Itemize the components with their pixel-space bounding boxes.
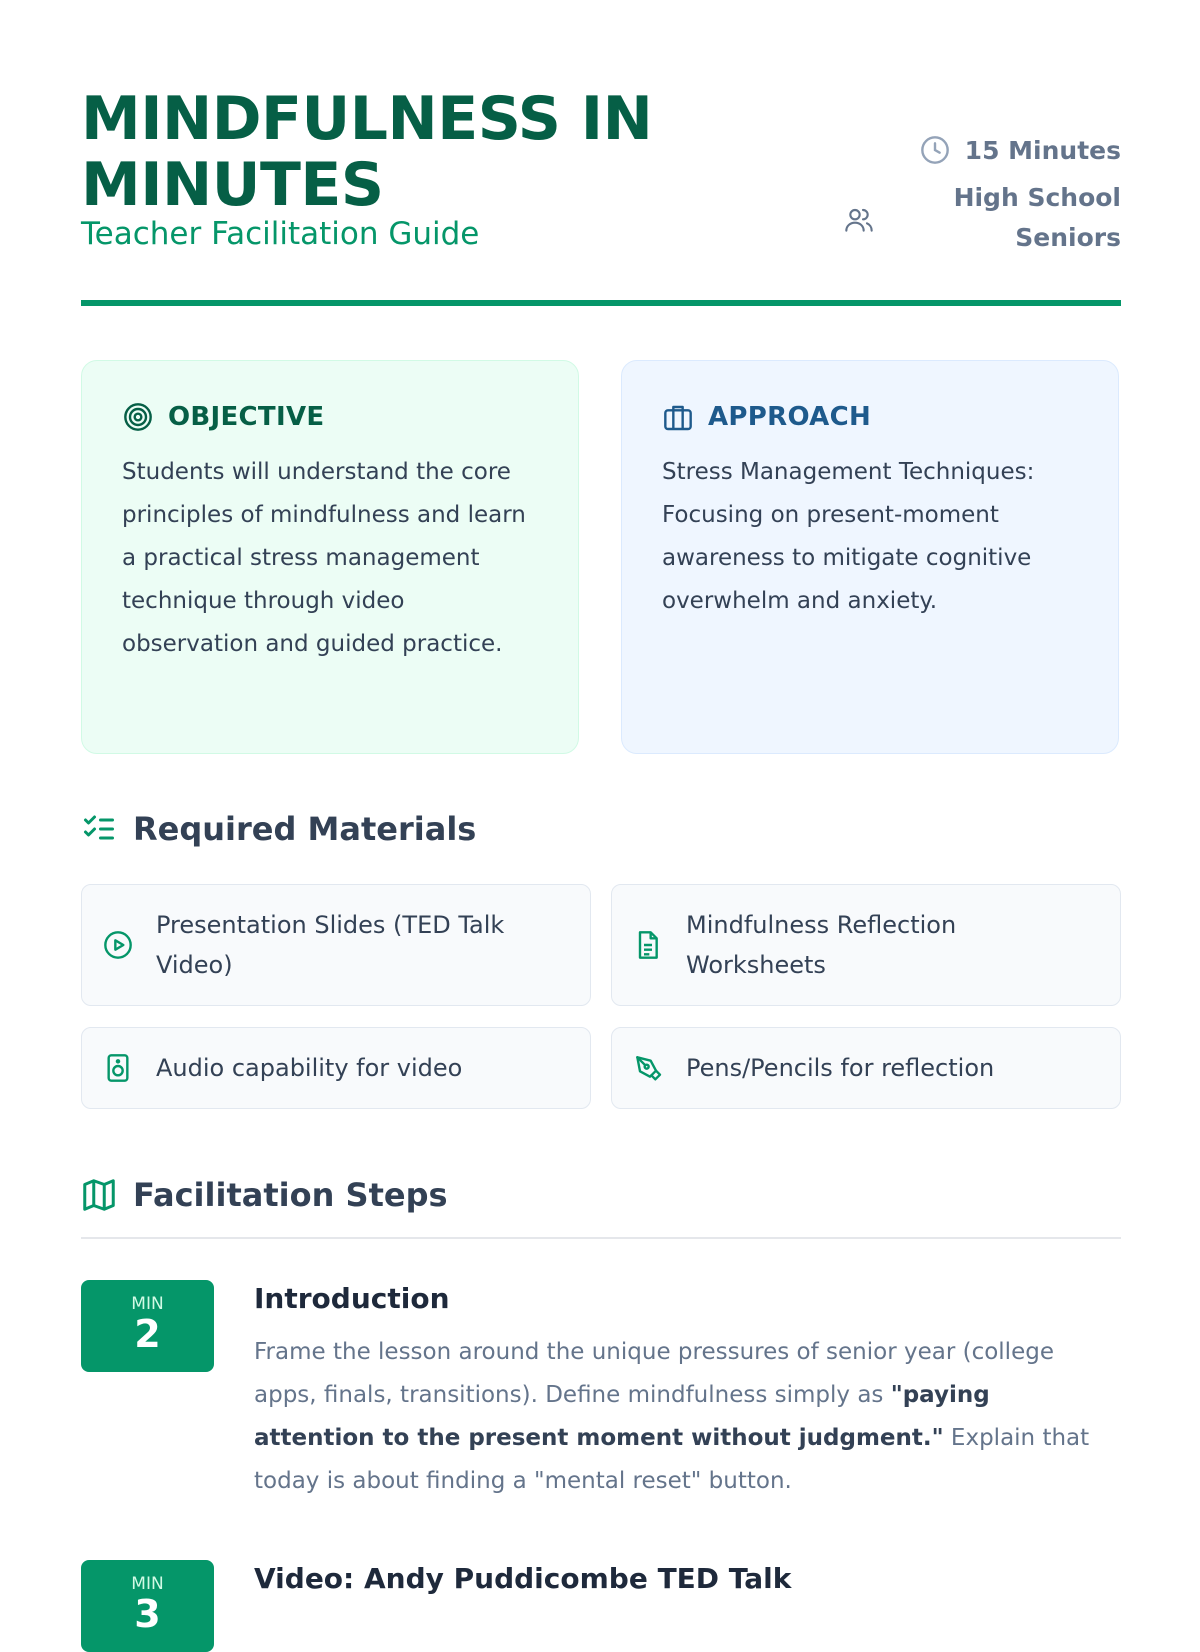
step-text-part: Explain that today is about finding a "mental reset" button. xyxy=(254,1425,1090,1494)
material-item xyxy=(81,1027,591,1109)
steps-heading: Facilitation Steps xyxy=(133,1176,448,1214)
pen-icon xyxy=(632,1052,664,1084)
badge-min-label: MIN xyxy=(131,1574,164,1594)
materials-heading: Required Materials xyxy=(133,810,477,848)
clock-icon xyxy=(919,134,951,166)
badge-minutes: 2 xyxy=(134,1312,161,1356)
users-icon xyxy=(843,204,875,236)
page-title: MINDFULNESS IN MINUTES xyxy=(81,84,653,220)
material-item xyxy=(611,1027,1121,1109)
materials-heading-row xyxy=(81,810,476,848)
steps-heading-row xyxy=(81,1176,448,1214)
step-text-emphasis: "paying attention to the present moment without judgment." xyxy=(254,1382,990,1451)
material-label: Pens/Pencils for reflection xyxy=(686,1054,995,1082)
step-text-part: Frame the lesson around the unique pressures of senior year (college apps, finals, transitions). Define mindfulness simply as xyxy=(254,1339,1054,1408)
page-subtitle: Teacher Facilitation Guide xyxy=(81,216,480,252)
step-description xyxy=(254,1331,1114,1503)
duration-meta xyxy=(919,134,1121,166)
target-icon xyxy=(122,401,154,433)
play-circle-icon xyxy=(102,929,134,961)
material-label: Presentation Slides (TED Talk Video) xyxy=(156,911,505,979)
approach-card xyxy=(621,360,1119,754)
header-divider xyxy=(81,300,1121,306)
material-item xyxy=(81,884,591,1006)
step-title: Video: Andy Puddicombe TED Talk xyxy=(254,1562,792,1595)
steps-divider xyxy=(81,1237,1121,1239)
step-time-badge xyxy=(81,1560,214,1652)
approach-heading: APPROACH xyxy=(708,402,872,432)
objective-text: Students will understand the core principles of mindfulness and learn a practical stress management technique through video observation and guided practice. xyxy=(122,459,526,657)
speaker-icon xyxy=(102,1052,134,1084)
checklist-icon xyxy=(81,811,117,847)
approach-heading-row xyxy=(662,401,1078,433)
step-title: Introduction xyxy=(254,1282,450,1315)
objective-heading: OBJECTIVE xyxy=(168,402,325,432)
badge-minutes: 3 xyxy=(134,1592,161,1636)
audience-label: High School Seniors xyxy=(953,183,1121,252)
approach-text: Stress Management Techniques: Focusing on present-moment awareness to mitigate cognitive overwhelm and anxiety. xyxy=(662,459,1035,614)
material-label: Mindfulness Reflection Worksheets xyxy=(686,911,957,979)
step-time-badge xyxy=(81,1280,214,1372)
badge-min-label: MIN xyxy=(131,1294,164,1314)
briefcase-icon xyxy=(662,401,694,433)
objective-heading-row xyxy=(122,401,538,433)
material-item xyxy=(611,884,1121,1006)
material-label: Audio capability for video xyxy=(156,1054,463,1082)
map-icon xyxy=(81,1177,117,1213)
objective-card xyxy=(81,360,579,754)
duration-label: 15 Minutes xyxy=(964,135,1121,165)
document-icon xyxy=(632,929,664,961)
